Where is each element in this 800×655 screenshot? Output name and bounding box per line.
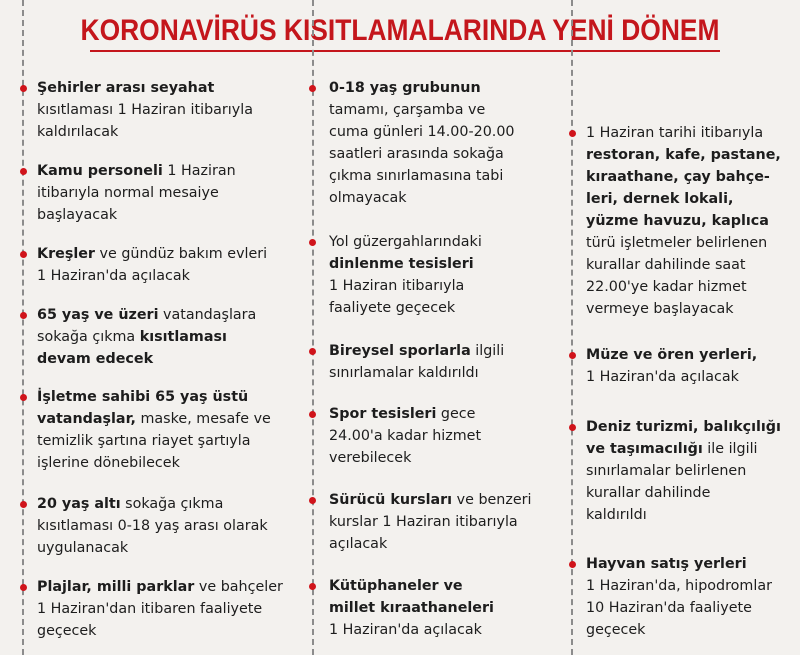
list-item	[329, 340, 564, 384]
item-bold: Kreşler	[37, 246, 95, 262]
bullet-dot	[309, 348, 316, 355]
item-bold: Kütüphaneler ve millet kıraathaneleri	[329, 578, 494, 616]
bullet-dot	[309, 497, 316, 504]
bullet-dot	[309, 85, 316, 92]
list-item	[37, 243, 307, 287]
list-item	[37, 576, 307, 642]
item-text: 1 Haziran'da, hipodromlar 10 Haziran'da faaliyete geçecek	[586, 578, 772, 638]
bullet-dot	[20, 501, 27, 508]
list-item	[586, 416, 796, 526]
bullet-dot	[20, 394, 27, 401]
item-text: 1 Haziran itibarıyla normal mesaiye başlayacak	[37, 163, 236, 223]
list-item	[37, 304, 307, 370]
list-item	[329, 489, 564, 555]
list-item	[329, 77, 564, 209]
bullet-dot	[20, 168, 27, 175]
column-1-dashed-rule	[22, 0, 25, 655]
page-title: KORONAVİRÜS KISITLAMALARINDA YENİ DÖNEM	[80, 14, 720, 47]
bullet-dot	[20, 584, 27, 591]
bullet-dot	[569, 424, 576, 431]
item-bold: Hayvan satış yerleri	[586, 556, 747, 572]
item-text: maske, mesafe ve temizlik şartına riayet şartıyla işlerine dönebilecek	[37, 411, 271, 471]
list-item	[37, 160, 307, 226]
bullet-dot	[569, 352, 576, 359]
item-text: sokağa çıkma kısıtlaması 0-18 yaş arası olarak uygulanacak	[37, 496, 268, 556]
item-text: ve benzeri kurslar 1 Haziran itibarıyla açılacak	[329, 492, 532, 552]
item-text: kısıtlaması 1 Haziran itibarıyla kaldırılacak	[37, 102, 253, 140]
item-text: 1 Haziran'da açılacak	[586, 369, 739, 385]
item-bold: Deniz turizmi, balıkçılığı ve taşımacılığı	[586, 419, 781, 457]
item-text: türü işletmeler belirlenen kurallar dahilinde saat 22.00'ye kadar hizmet vermeye başlayacak	[586, 235, 768, 317]
item-bold: Sürücü kursları	[329, 492, 453, 508]
list-item	[329, 403, 564, 469]
bullet-dot	[309, 583, 316, 590]
item-bold: Bireysel sporlarla	[329, 343, 471, 359]
item-text: ve gündüz bakım evleri 1 Haziran'da açılacak	[37, 246, 268, 284]
item-bold: dinlenme tesisleri	[329, 256, 474, 272]
item-bold: Müze ve ören yerleri,	[586, 347, 758, 363]
column-2-dashed-rule	[312, 0, 315, 655]
item-text: vatandaşlara sokağa çıkma	[37, 307, 257, 345]
title-underline	[90, 50, 720, 52]
item-text: ile ilgili sınırlamalar belirlenen kurallar dahilinde kaldırıldı	[586, 441, 758, 523]
list-item	[37, 77, 307, 143]
bullet-dot	[569, 561, 576, 568]
item-intro: Yol güzergahlarındaki	[329, 234, 482, 250]
list-item	[329, 231, 564, 319]
item-bold: restoran, kafe, pastane, kıraathane, çay bahçe- leri, dernek lokali, yüzme havuzu, kaplıca	[586, 147, 781, 229]
item-bold: Şehirler arası seyahat	[37, 80, 215, 96]
item-intro: 1 Haziran tarihi itibarıyla	[586, 125, 764, 141]
list-item	[329, 575, 564, 641]
item-text: 1 Haziran itibarıyla faaliyete geçecek	[329, 278, 465, 316]
bullet-dot	[569, 130, 576, 137]
item-text: 1 Haziran'da açılacak	[329, 622, 482, 638]
item-bold: 20 yaş altı	[37, 496, 121, 512]
item-text: ilgili sınırlamalar kaldırıldı	[329, 343, 505, 381]
item-text: tamamı, çarşamba ve cuma günleri 14.00-20.00 saatleri arasında sokağa çıkma sınırlamasına tabi olmayacak	[329, 102, 515, 206]
item-bold: Spor tesisleri	[329, 406, 437, 422]
list-item	[37, 493, 307, 559]
list-item	[37, 386, 307, 474]
item-bold: Plajlar, milli parklar	[37, 579, 195, 595]
item-bold: Kamu personeli	[37, 163, 163, 179]
bullet-dot	[309, 239, 316, 246]
bullet-dot	[20, 312, 27, 319]
item-bold: İşletme sahibi 65 yaş üstü vatandaşlar,	[37, 389, 249, 427]
item-bold: 0-18 yaş grubunun	[329, 80, 481, 96]
column-3-dashed-rule	[571, 0, 574, 655]
bullet-dot	[20, 251, 27, 258]
list-item	[586, 553, 796, 641]
item-bold-2: kısıtlaması devam edecek	[37, 329, 227, 367]
item-text: ve bahçeler 1 Haziran'dan itibaren faaliyete geçecek	[37, 579, 283, 639]
item-bold: 65 yaş ve üzeri	[37, 307, 159, 323]
list-item	[586, 344, 796, 388]
item-text: gece 24.00'a kadar hizmet verebilecek	[329, 406, 482, 466]
bullet-dot	[309, 411, 316, 418]
bullet-dot	[20, 85, 27, 92]
list-item	[586, 122, 796, 320]
